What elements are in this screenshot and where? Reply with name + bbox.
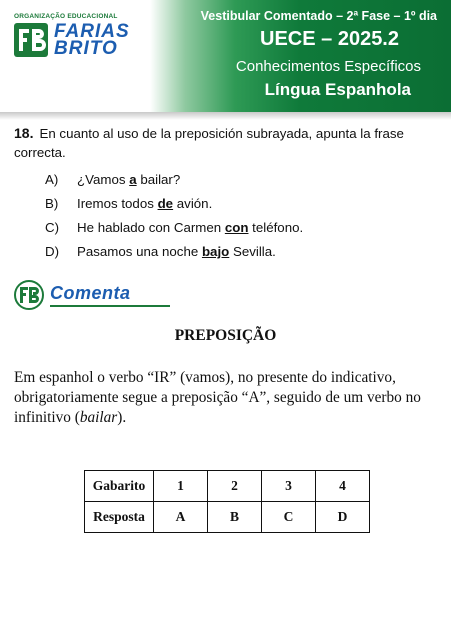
comenta-label: Comenta: [50, 283, 131, 303]
option-letter: D): [45, 244, 60, 259]
org-label: ORGANIZAÇÃO EDUCACIONAL: [14, 13, 118, 20]
comenta-underline: [50, 305, 170, 307]
option-underlined-preposition: bajo: [201, 244, 230, 259]
option-d: [45, 244, 276, 259]
option-b: [45, 196, 212, 211]
table-cell: 4: [316, 471, 370, 502]
answer-key-table: [84, 470, 370, 533]
commentary-title: PREPOSIÇÃO: [174, 327, 277, 344]
commentary-paragraph: [14, 368, 442, 428]
option-underlined-preposition: con: [224, 220, 249, 235]
option-c: [45, 220, 303, 235]
option-text-after: bailar?: [136, 172, 181, 187]
table-cell: 2: [208, 471, 262, 502]
option-text-after: avión.: [173, 196, 213, 211]
option-text-before: He hablado con Carmen: [77, 220, 225, 235]
exam-section: Conhecimentos Específicos: [235, 58, 421, 75]
table-header-cell: Gabarito: [85, 471, 154, 502]
option-text-after: teléfono.: [248, 220, 304, 235]
table-cell: 3: [262, 471, 316, 502]
brand-name-line1: FARIAS: [54, 21, 130, 42]
table-cell: D: [316, 502, 370, 533]
option-letter: A): [45, 172, 59, 187]
question-number: 18.: [14, 125, 34, 141]
commentary-text-italic: bailar: [79, 409, 118, 426]
commentary-text-before: Em espanhol o verbo “IR” (vamos), no presente do indicativo, obrigatoriamente segue a preposição “A”, seguido de um verbo no infinitivo (: [14, 369, 421, 426]
table-cell: 1: [154, 471, 208, 502]
commentary-text-after: ).: [117, 409, 127, 426]
table-cell: B: [208, 502, 262, 533]
farias-brito-logo: [6, 6, 136, 58]
option-text-before: ¿Vamos: [77, 172, 130, 187]
exam-subtitle: Vestibular Comentado – 2ª Fase – 1º dia: [200, 9, 437, 23]
option-underlined-preposition: a: [129, 172, 137, 187]
exam-subject: Língua Espanhola: [264, 80, 411, 99]
fb-logo-icon: [14, 280, 44, 310]
table-row: [85, 502, 370, 533]
header-shadow: [0, 112, 451, 120]
option-a: [45, 172, 180, 187]
question-prompt-text: En cuanto al uso de la preposición subrayada, apunta la frase correcta.: [14, 126, 404, 160]
option-letter: C): [45, 220, 60, 235]
question-prompt: [14, 124, 439, 162]
brand-name-line2: BRITO: [54, 38, 118, 59]
option-text-after: Sevilla.: [229, 244, 276, 259]
option-letter: B): [45, 196, 59, 211]
fb-logo-icon: [14, 23, 48, 57]
table-header-cell: Resposta: [85, 502, 154, 533]
option-underlined-preposition: de: [157, 196, 174, 211]
table-cell: C: [262, 502, 316, 533]
table-cell: A: [154, 502, 208, 533]
page-header: [0, 0, 451, 112]
exam-title: UECE – 2025.2: [260, 28, 399, 50]
table-row: [85, 471, 370, 502]
option-text-before: Pasamos una noche: [77, 244, 202, 259]
comenta-logo: [14, 280, 164, 310]
option-text-before: Iremos todos: [77, 196, 158, 211]
